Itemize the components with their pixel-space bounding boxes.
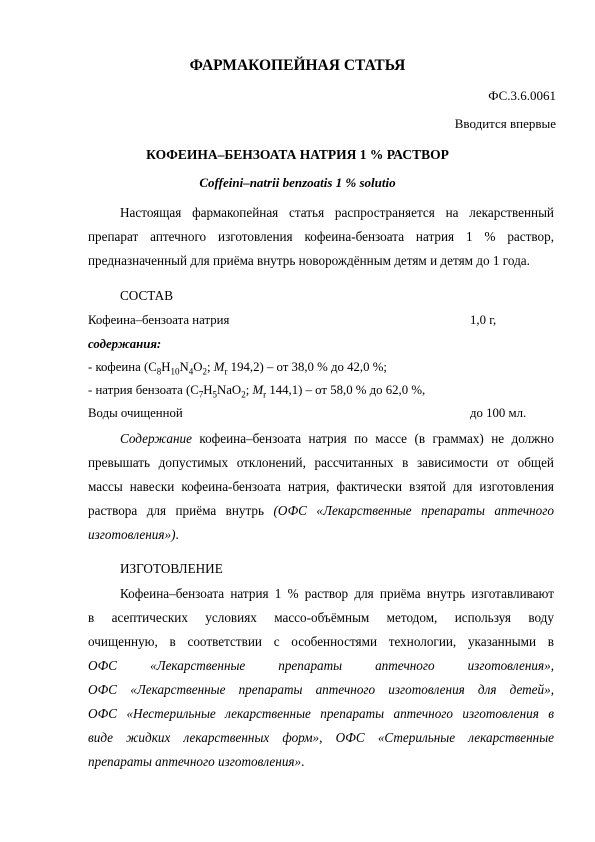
manufacture-line: очищенную, в соответствии с особенностями технологии, указанными в [88,634,554,649]
water-row-name: Воды очищенной [88,406,183,420]
content-line: Содержание кофеина–бензоата натрия по массе (в граммах) не должно [120,431,554,446]
content-line: изготовления»). [88,527,179,542]
content-line: раствора для приёма внутрь (ОФС «Лекарственные препараты аптечного [88,503,554,518]
water-row-amount: до 100 мл. [470,406,527,420]
manufacture-line: ОФС «Лекарственные препараты аптечного изготовления для детей», [88,682,554,697]
section-heading-composition: СОСТАВ [120,288,173,303]
intro-line: Настоящая фармакопейная статья распространяется на лекарственный [120,205,554,220]
intro-line: препарат аптечного изготовления кофеина-бензоата натрия 1 % раствор, [88,229,554,244]
monograph-name: КОФЕИНА–БЕНЗОАТА НАТРИЯ 1 % РАСТВОР [146,147,449,162]
monograph-code: ФС.3.6.0061 [488,88,556,103]
caffeine-line: - кофеина ($C_8H_{10}N_4O_2$; $M_r$ 194,2) – от 38,0 % до 42,0 %; [88,360,387,377]
manufacture-line: ОФС «Лекарственные препараты аптечного изготовления», [88,658,554,673]
content-line: превышать допустимых отклонений, рассчитанных в зависимости от общей [88,455,554,470]
section-heading-manufacture: ИЗГОТОВЛЕНИЕ [120,561,223,576]
composition-row-amount: 1,0 г, [470,313,497,327]
document-title: ФАРМАКОПЕЙНАЯ СТАТЬЯ [189,57,406,74]
status-note: Вводится впервые [454,116,556,131]
manufacture-line: препараты аптечного изготовления». [88,754,305,769]
content-label: содержания: [88,337,162,351]
manufacture-line: виде жидких лекарственных форм», ОФС «Стерильные лекарственные [88,730,554,745]
manufacture-line: ОФС «Нестерильные лекарственные препараты аптечного изготовления в [88,706,554,721]
manufacture-line: в асептических условиях массо-объёмным методом, используя воду [88,610,554,625]
latin-name: Coffeini–natrii benzoatis 1 % solutio [199,175,396,190]
manufacture-line: Кофеина–бензоата натрия 1 % раствор для приёма внутрь изготавливают [120,586,554,601]
benzoate-line: - натрия бензоата ($C_7H_5NaO_2$; $M_r$ 144,1) – от 58,0 % до 62,0 %, [88,383,426,400]
intro-line: предназначенный для приёма внутрь новорождённым детям и детям до 1 года. [88,253,530,268]
content-line: массы навески кофеина-бензоата натрия, фактически взятой для изготовления [88,479,554,494]
composition-row-name: Кофеина–бензоата натрия [88,313,230,327]
